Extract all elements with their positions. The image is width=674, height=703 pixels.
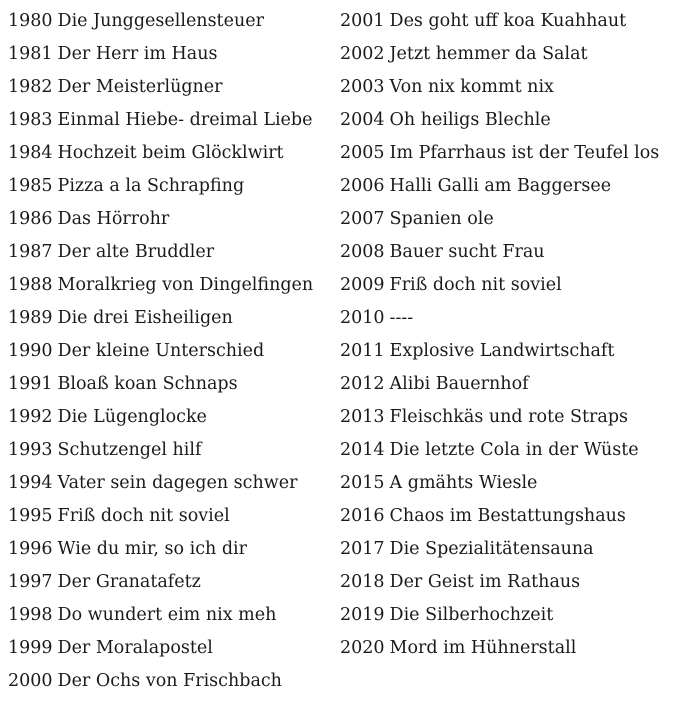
entry-year: 2012 — [340, 374, 385, 394]
list-item — [340, 632, 670, 665]
list-item — [8, 566, 328, 599]
entry-title: Die drei Eisheiligen — [57, 308, 233, 328]
entry-year: 1992 — [8, 407, 53, 427]
entry-year: 2000 — [8, 671, 53, 691]
entry-year: 1996 — [8, 539, 53, 559]
entry-title: Die Junggesellensteuer — [57, 11, 264, 31]
list-item — [8, 170, 328, 203]
left-column-list — [8, 5, 328, 698]
entry-year: 2007 — [340, 209, 385, 229]
entry-title: Alibi Bauernhof — [389, 374, 529, 394]
list-item — [340, 335, 670, 368]
list-item — [8, 467, 328, 500]
entry-year: 2020 — [340, 638, 385, 658]
list-item — [8, 599, 328, 632]
entry-year: 1985 — [8, 176, 53, 196]
entry-year: 1994 — [8, 473, 53, 493]
list-item — [8, 38, 328, 71]
entry-year: 1982 — [8, 77, 53, 97]
entry-title: Des goht uff koa Kuahhaut — [389, 11, 627, 31]
list-item — [8, 533, 328, 566]
right-column-list — [340, 5, 670, 665]
list-item — [340, 302, 670, 335]
list-item — [8, 236, 328, 269]
entry-year: 2014 — [340, 440, 385, 460]
entry-title: ---- — [389, 308, 414, 328]
entry-title: Die Lügenglocke — [57, 407, 207, 427]
entry-title: Einmal Hiebe- dreimal Liebe — [57, 110, 313, 130]
entry-title: Der Ochs von Frischbach — [57, 671, 282, 691]
entry-year: 2001 — [340, 11, 385, 31]
list-item — [340, 5, 670, 38]
list-item — [340, 368, 670, 401]
entry-year: 1989 — [8, 308, 53, 328]
entry-year: 1983 — [8, 110, 53, 130]
entry-title: Mord im Hühnerstall — [389, 638, 577, 658]
entry-year: 2017 — [340, 539, 385, 559]
entry-title: Von nix kommt nix — [389, 77, 554, 97]
list-item — [340, 401, 670, 434]
entry-title: Der Meisterlügner — [57, 77, 223, 97]
list-item — [8, 302, 328, 335]
list-item — [8, 665, 328, 698]
entry-title: Pizza a la Schrapfing — [57, 176, 245, 196]
entry-title: Der alte Bruddler — [57, 242, 215, 262]
entry-title: Der Moralapostel — [57, 638, 213, 658]
entry-year: 2016 — [340, 506, 385, 526]
list-item — [340, 170, 670, 203]
list-item — [8, 137, 328, 170]
entry-year: 2010 — [340, 308, 385, 328]
entry-title: Friß doch nit soviel — [57, 506, 230, 526]
entry-title: Fleischkäs und rote Straps — [389, 407, 629, 427]
entry-year: 1999 — [8, 638, 53, 658]
entry-title: Bauer sucht Frau — [389, 242, 545, 262]
entry-title: Die Silberhochzeit — [389, 605, 554, 625]
entry-title: Im Pfarrhaus ist der Teufel los — [389, 143, 660, 163]
list-item — [340, 599, 670, 632]
entry-title: Friß doch nit soviel — [389, 275, 562, 295]
list-item — [8, 500, 328, 533]
entry-title: Oh heiligs Blechle — [389, 110, 551, 130]
entry-year: 1988 — [8, 275, 53, 295]
entry-year: 2019 — [340, 605, 385, 625]
list-item — [340, 500, 670, 533]
list-item — [340, 104, 670, 137]
list-item — [8, 335, 328, 368]
entry-year: 2003 — [340, 77, 385, 97]
entry-title: Spanien ole — [389, 209, 494, 229]
entry-year: 1987 — [8, 242, 53, 262]
entry-title: Der Geist im Rathaus — [389, 572, 581, 592]
entry-title: Die letzte Cola in der Wüste — [389, 440, 639, 460]
entry-title: Jetzt hemmer da Salat — [389, 44, 588, 64]
list-item — [8, 203, 328, 236]
list-item — [340, 236, 670, 269]
entry-title: Der Herr im Haus — [57, 44, 218, 64]
entry-title: Bloaß koan Schnaps — [57, 374, 238, 394]
entry-title: Explosive Landwirtschaft — [389, 341, 615, 361]
entry-year: 2002 — [340, 44, 385, 64]
list-item — [340, 467, 670, 500]
entry-year: 1998 — [8, 605, 53, 625]
entry-title: Do wundert eim nix meh — [57, 605, 277, 625]
entry-year: 1991 — [8, 374, 53, 394]
list-item — [340, 71, 670, 104]
entry-title: Hochzeit beim Glöcklwirt — [57, 143, 284, 163]
entry-title: Wie du mir, so ich dir — [57, 539, 248, 559]
entry-title: Moralkrieg von Dingelfingen — [57, 275, 314, 295]
entry-year: 2006 — [340, 176, 385, 196]
entry-year: 2015 — [340, 473, 385, 493]
list-item — [340, 269, 670, 302]
entry-title: Die Spezialitätensauna — [389, 539, 594, 559]
list-item — [8, 5, 328, 38]
list-item — [340, 137, 670, 170]
entry-title: Schutzengel hilf — [57, 440, 202, 460]
entry-year: 2008 — [340, 242, 385, 262]
entry-year: 2018 — [340, 572, 385, 592]
entry-title: A gmähts Wiesle — [389, 473, 538, 493]
entry-year: 2011 — [340, 341, 385, 361]
list-item — [8, 632, 328, 665]
entry-year: 1997 — [8, 572, 53, 592]
list-item — [8, 269, 328, 302]
entry-title: Chaos im Bestattungshaus — [389, 506, 626, 526]
list-item — [340, 203, 670, 236]
list-item — [340, 38, 670, 71]
entry-year: 1980 — [8, 11, 53, 31]
list-item — [340, 533, 670, 566]
entry-year: 1995 — [8, 506, 53, 526]
entry-year: 1984 — [8, 143, 53, 163]
entry-year: 1986 — [8, 209, 53, 229]
list-item — [8, 401, 328, 434]
entry-year: 1990 — [8, 341, 53, 361]
list-item — [8, 104, 328, 137]
entry-title: Halli Galli am Baggersee — [389, 176, 612, 196]
list-item — [340, 566, 670, 599]
list-item — [8, 434, 328, 467]
entry-title: Das Hörrohr — [57, 209, 170, 229]
list-item — [8, 368, 328, 401]
list-item — [8, 71, 328, 104]
entry-year: 2013 — [340, 407, 385, 427]
entry-year: 2009 — [340, 275, 385, 295]
entry-year: 1993 — [8, 440, 53, 460]
entry-year: 2005 — [340, 143, 385, 163]
entry-title: Der Granatafetz — [57, 572, 201, 592]
entry-year: 2004 — [340, 110, 385, 130]
list-item — [340, 434, 670, 467]
entry-year: 1981 — [8, 44, 53, 64]
entry-title: Vater sein dagegen schwer — [57, 473, 298, 493]
entry-title: Der kleine Unterschied — [57, 341, 265, 361]
